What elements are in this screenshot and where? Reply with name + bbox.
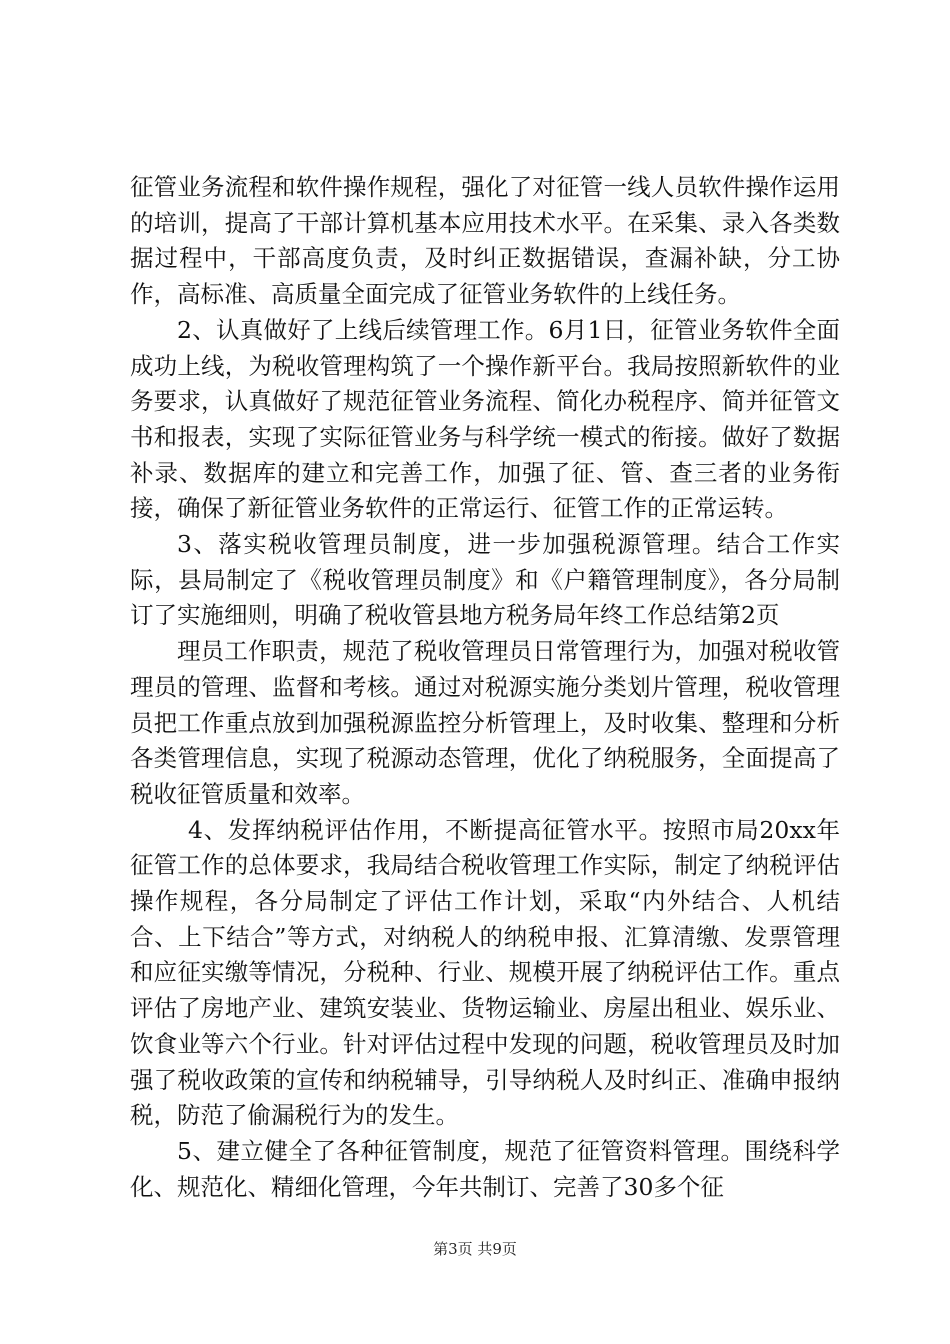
paragraph-item-5: 5、建立健全了各种征管制度，规范了征管资料管理。围绕科学化、规范化、精细化管理，今年共制订、完善了30多个征 [130, 1136, 840, 1201]
paragraph-item-4: 4、发挥纳税评估作用，不断提高征管水平。按照市局20xx年征管工作的总体要求，我局结合税收管理工作实际，制定了纳税评估操作规程，各分局制定了评估工作计划，采取“内外结合、人机结合、上下结合”等方式，对纳税人的纳税申报、汇算清缴、发票管理和应征实缴等情况，分税种、行业、规模开展了纳税评估工作。重点评估了房地产业、建筑安装业、货物运输业、房屋出租业、娱乐业、饮食业等六个行业。针对评估过程中发现的问题，税收管理员及时加强了税收政策的宣传和纳税辅导，引导纳税人及时纠正、准确申报纳税，防范了偷漏税行为的发生。 [130, 815, 840, 1130]
paragraph-continuation-manager: 理员工作职责，规范了税收管理员日常管理行为，加强对税收管理员的管理、监督和考核。通过对税源实施分类划片管理，税收管理员把工作重点放到加强税源监控分析管理上，及时收集、整理和分析各类管理信息，实现了税源动态管理，优化了纳税服务，全面提高了税收征管质量和效率。 [130, 637, 840, 808]
page-number-footer: 第3页 共9页 [433, 1240, 517, 1258]
document-body [130, 170, 840, 1205]
paragraph-item-3: 3、落实税收管理员制度，进一步加强税源管理。结合工作实际，县局制定了《税收管理员制度》和《户籍管理制度》，各分局制订了实施细则，明确了税收管县地方税务局年终工作总结第2页 [130, 530, 840, 630]
paragraph-continuation-software: 征管业务流程和软件操作规程，强化了对征管一线人员软件操作运用的培训，提高了干部计算机基本应用技术水平。在采集、录入各类数据过程中，干部高度负责，及时纠正数据错误，查漏补缺，分工协作，高标准、高质量全面完成了征管业务软件的上线任务。 [130, 173, 840, 309]
paragraph-item-2: 2、认真做好了上线后续管理工作。6月1日，征管业务软件全面成功上线，为税收管理构筑了一个操作新平台。我局按照新软件的业务要求，认真做好了规范征管业务流程、简化办税程序、简并征管文书和报表，实现了实际征管业务与科学统一模式的衔接。做好了数据补录、数据库的建立和完善工作，加强了征、管、查三者的业务衔接，确保了新征管业务软件的正常运行、征管工作的正常运转。 [130, 315, 840, 523]
